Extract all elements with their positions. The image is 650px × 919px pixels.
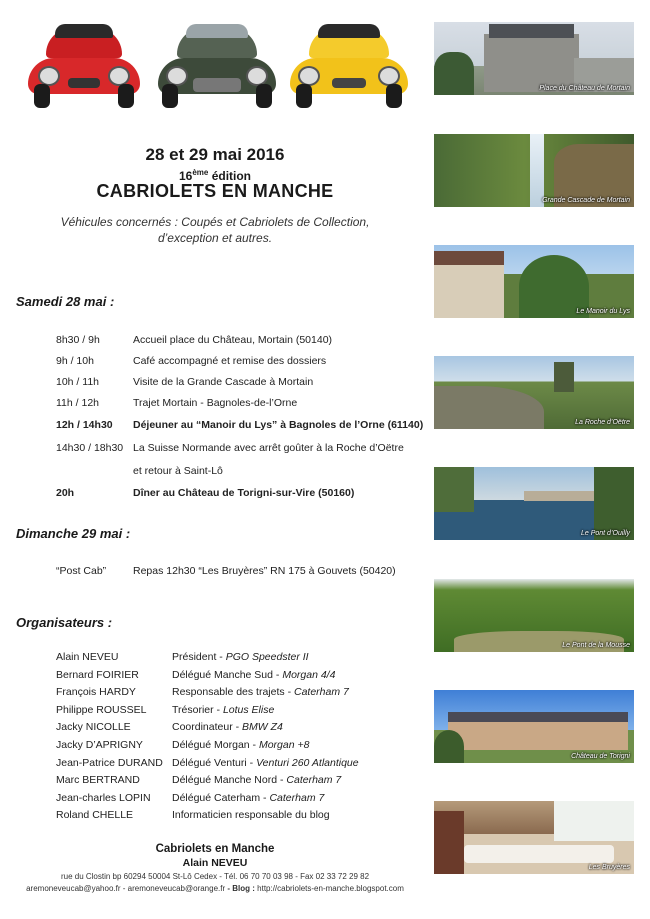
organiser-name: Philippe ROUSSEL [56, 703, 147, 716]
role-text: Coordinateur - [172, 721, 243, 734]
time-cell: 8h30 / 9h [56, 334, 100, 346]
red-car-image [28, 22, 140, 114]
event-date: 28 et 29 mai 2016 [145, 145, 285, 164]
blog-link[interactable]: http://cabriolets-en-manche.blogspot.com [257, 884, 404, 893]
description-cell: Accueil place du Château, Mortain (50140) [133, 334, 333, 346]
organiser-name: Jacky D’APRIGNY [56, 739, 143, 751]
description-cell: Café accompagné et remise des dossiers [133, 355, 327, 367]
organiser-car: Venturi 260 Atlantique [256, 756, 359, 769]
organiser-car: Caterham 7 [293, 686, 349, 699]
organiser-name: François HARDY [56, 686, 136, 699]
organiser-name: Jacky NICOLLE [56, 721, 131, 734]
description-cell: Visite de la Grande Cascade à Mortain [133, 376, 314, 388]
role-text: Délégué Morgan - [172, 739, 259, 751]
photo-pont-douilly [434, 467, 634, 540]
photo-caption: Grande Cascade de Mortain [542, 197, 630, 204]
organiser-car: Morgan 4/4 [282, 668, 336, 681]
time-cell: 14h30 / 18h30 [56, 442, 124, 454]
organiser-car: PGO Speedster II [225, 651, 309, 663]
time-cell: “Post Cab” [56, 565, 107, 577]
organiser-car: Morgan +8 [258, 739, 310, 751]
sunday-heading: Dimanche 29 mai : [16, 526, 131, 541]
organiser-role [172, 669, 335, 681]
vehicles-line-2: d’exception et autres. [157, 231, 273, 245]
time-cell: 11h / 12h [56, 397, 100, 409]
time-cell: 10h / 11h [56, 376, 100, 388]
organiser-role [172, 792, 324, 804]
email-link-2[interactable]: aremoneveucab@orange.fr [127, 884, 226, 893]
description-cell: La Suisse Normande avec arrêt goûter à la Roche d’Oëtre [133, 442, 404, 454]
description-cell: Trajet Mortain - Bagnoles-de-l’Orne [133, 397, 298, 409]
description-cell: Repas 12h30 “Les Bruyères” RN 175 à Gouvets (50420) [133, 565, 396, 577]
organiser-car: Caterham 7 [269, 791, 325, 804]
edition-suffix: ème [192, 168, 209, 177]
organiser-role [172, 774, 341, 786]
role-text: Délégué Manche Nord - [172, 774, 287, 787]
photo-chateau-torigni [434, 690, 634, 763]
footer-contacts [0, 884, 430, 893]
time-cell: 20h [56, 487, 75, 499]
photo-caption: La Roche d’Oëtre [575, 419, 630, 426]
description-cell: Dîner au Château de Torigni-sur-Vire (50160) [133, 487, 355, 499]
footer-person: Alain NEVEU [182, 857, 248, 869]
organiser-role [172, 809, 330, 821]
footer-org: Cabriolets en Manche [155, 843, 275, 855]
organiser-role [172, 757, 359, 769]
organiser-name: Jean-Patrice DURAND [56, 756, 163, 769]
photo-manoir-du-lys [434, 245, 634, 318]
vehicles-line-1: Véhicules concernés : Coupés et Cabriolets de Collection, [60, 215, 370, 229]
yellow-car-image [290, 22, 408, 114]
photo-caption: Les Bruyères [588, 864, 630, 871]
organiser-name: Roland CHELLE [56, 809, 134, 822]
role-text: Délégué Venturi - [172, 756, 257, 769]
email-link-1[interactable]: aremoneveucab@yahoo.fr [26, 884, 121, 893]
description-cell: et retour à Saint-Lô [133, 465, 223, 477]
organiser-role [172, 651, 309, 663]
photo-caption: Le Manoir du Lys [576, 308, 630, 315]
description-cell: Déjeuner au “Manoir du Lys” à Bagnoles de l’Orne (61140) [133, 419, 424, 431]
time-cell: 9h / 10h [56, 355, 94, 367]
photo-caption: Le Pont de la Mousse [562, 642, 630, 649]
event-title: CABRIOLETS EN MANCHE [96, 181, 334, 201]
role-text: Délégué Manche Sud - [172, 668, 283, 681]
photo-caption: Place du Château de Mortain [539, 85, 630, 92]
photo-les-bruyeres [434, 801, 634, 874]
organiser-name: Jean-charles LOPIN [56, 791, 151, 804]
organiser-name: Bernard FOIRIER [56, 668, 139, 681]
blog-label: - Blog : [225, 884, 258, 893]
organiser-car: Lotus Elise [222, 703, 275, 716]
saturday-heading: Samedi 28 mai : [16, 294, 115, 309]
photo-caption: Château de Torigni [571, 753, 630, 760]
organiser-role [172, 686, 349, 698]
photo-grande-cascade [434, 134, 634, 207]
organiser-car: BMW Z4 [242, 721, 283, 734]
organiser-role [172, 739, 309, 751]
role-text: Responsable des trajets - [172, 686, 294, 699]
photo-caption: Le Pont d’Ouilly [580, 530, 630, 537]
separator: - [120, 884, 128, 893]
role-text: Délégué Caterham - [172, 791, 270, 804]
organiser-role [172, 721, 283, 733]
role-text: Trésorier - [172, 703, 223, 716]
edition-word: édition [211, 169, 252, 183]
organisers-heading: Organisateurs : [16, 615, 113, 630]
edition-number: 16 [178, 169, 193, 183]
organiser-name: Marc BERTRAND [56, 774, 140, 787]
photo-chateau-mortain [434, 22, 634, 95]
time-cell: 12h / 14h30 [56, 419, 113, 431]
vehicles-note [20, 214, 410, 246]
organiser-car: Caterham 7 [286, 774, 342, 787]
footer-address: rue du Clostin bp 60294 50004 St-Lô Cedex - Tél. 06 70 70 03 98 - Fax 02 33 72 29 82 [60, 872, 370, 881]
photo-pont-de-la-mousse [434, 579, 634, 652]
organiser-role [172, 704, 274, 716]
organiser-name: Alain NEVEU [56, 651, 119, 663]
role-text: Président - [172, 651, 226, 663]
photo-roche-doetre [434, 356, 634, 429]
green-car-image [158, 22, 276, 114]
role-text: Informaticien responsable du blog [172, 809, 330, 822]
